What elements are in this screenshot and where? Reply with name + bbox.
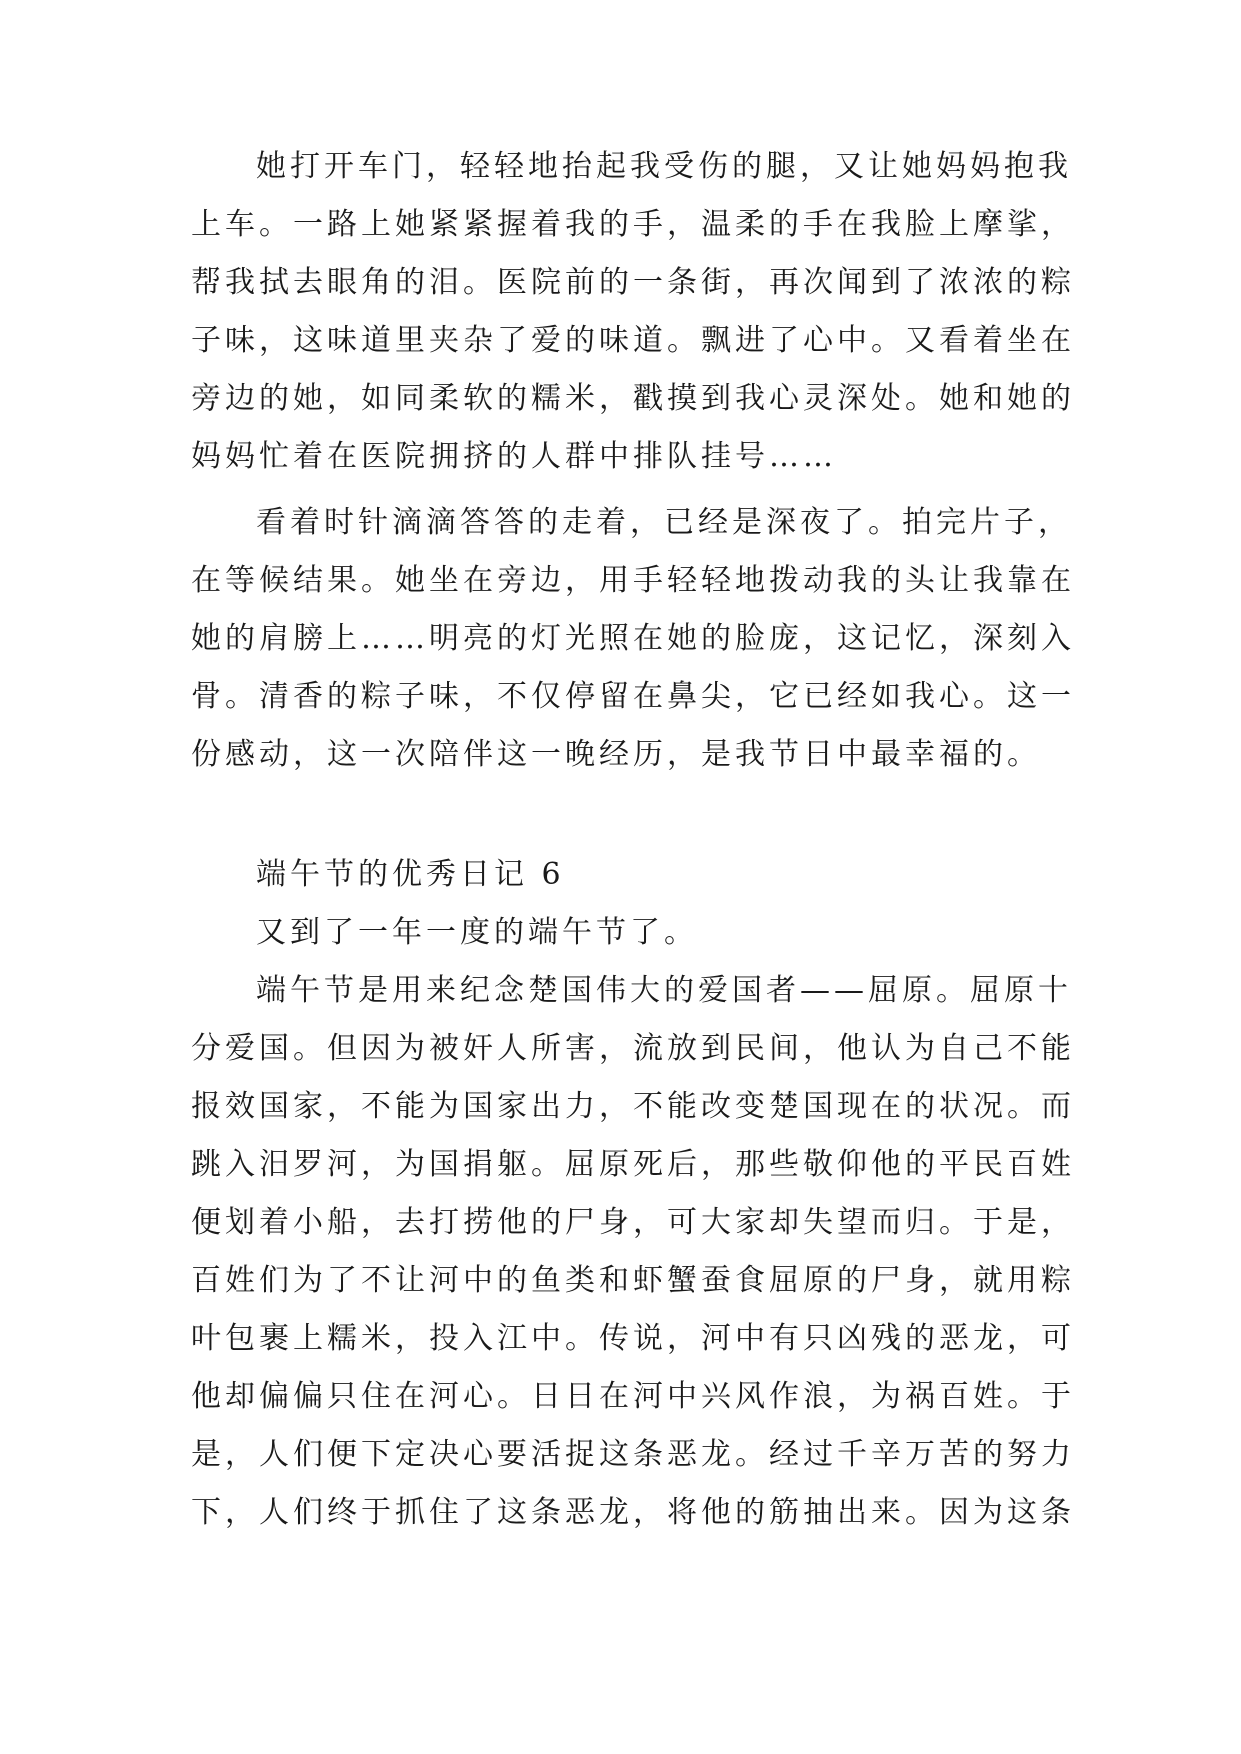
text-line: 报效国家，不能为国家出力，不能改变楚国现在的状况。而 xyxy=(191,1089,1075,1124)
text-line: 子味，这味道里夹杂了爱的味道。飘进了心中。又看着坐在 xyxy=(191,323,1075,358)
text-line: 下，人们终于抓住了这条恶龙，将他的筋抽出来。因为这条 xyxy=(191,1495,1075,1530)
text-line: 妈妈忙着在医院拥挤的人群中排队挂号…… xyxy=(191,439,837,474)
text-line: 他却偏偏只住在河心。日日在河中兴风作浪，为祸百姓。于 xyxy=(191,1379,1075,1414)
text-line: 是，人们便下定决心要活捉这条恶龙。经过千辛万苦的努力 xyxy=(191,1437,1075,1472)
text-line: 帮我拭去眼角的泪。医院前的一条街，再次闻到了浓浓的粽 xyxy=(191,265,1075,300)
text-line: 便划着小船，去打捞他的尸身，可大家却失望而归。于是， xyxy=(191,1205,1075,1240)
text-line: 她打开车门，轻轻地抬起我受伤的腿，又让她妈妈抱我 xyxy=(256,149,1072,184)
text-line: 份感动，这一次陪伴这一晚经历，是我节日中最幸福的。 xyxy=(191,737,1041,772)
text-line: 分爱国。但因为被奸人所害，流放到民间，他认为自己不能 xyxy=(191,1031,1075,1066)
text-line: 骨。清香的粽子味，不仅停留在鼻尖，它已经如我心。这一 xyxy=(191,679,1075,714)
section-heading: 端午节的优秀日记 6 xyxy=(256,857,565,892)
text-line: 叶包裹上糯米，投入江中。传说，河中有只凶残的恶龙，可 xyxy=(191,1321,1075,1356)
text-line: 百姓们为了不让河中的鱼类和虾蟹蚕食屈原的尸身，就用粽 xyxy=(191,1263,1075,1298)
text-line: 又到了一年一度的端午节了。 xyxy=(256,915,698,950)
text-line: 她的肩膀上……明亮的灯光照在她的脸庞，这记忆，深刻入 xyxy=(191,621,1075,656)
text-line: 端午节是用来纪念楚国伟大的爱国者——屈原。屈原十 xyxy=(256,973,1072,1008)
text-line: 跳入汨罗河，为国捐躯。屈原死后，那些敬仰他的平民百姓 xyxy=(191,1147,1075,1182)
text-line: 上车。一路上她紧紧握着我的手，温柔的手在我脸上摩挲， xyxy=(191,207,1075,242)
text-line: 旁边的她，如同柔软的糯米，戳摸到我心灵深处。她和她的 xyxy=(191,381,1075,416)
text-line: 看着时针滴滴答答的走着，已经是深夜了。拍完片子， xyxy=(256,505,1072,540)
text-line: 在等候结果。她坐在旁边，用手轻轻地拨动我的头让我靠在 xyxy=(191,563,1075,598)
